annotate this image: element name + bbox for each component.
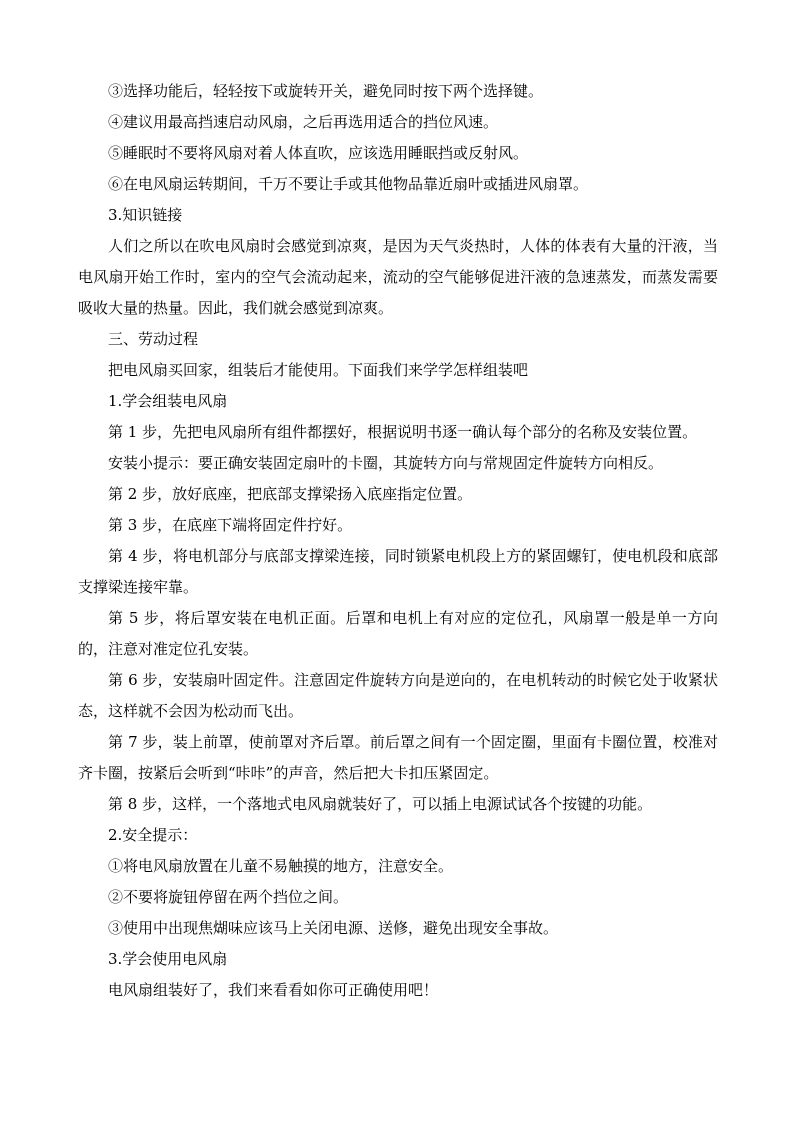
paragraph-usage-intro: 电风扇组装好了，我们来看看如你可正确使用吧！	[108, 981, 439, 999]
section-heading-safety: 2.安全提示：	[108, 826, 198, 844]
paragraph-step-6: ⑥在电风扇运转期间，千万不要让手或其他物品靠近扇叶或插进风扇罩。	[108, 175, 589, 193]
section-heading-assemble: 1.学会组装电风扇	[108, 392, 228, 410]
paragraph-step-5: ⑤睡眠时不要将风扇对着人体直吹，应该选用睡眠挡或反射风。	[108, 144, 529, 162]
paragraph-knowledge-text: 人们之所以在吹电风扇时会感觉到凉爽，是因为天气炎热时，人体的体表有大量的汗液，当电风扇开始工作时，室内的空气会流动起来，流动的空气能够促进汗液的急速蒸发，而蒸发需要吸收大量的热量。因此，我们就会感觉到凉爽。	[78, 237, 718, 317]
section-heading-labor-process: 三、劳动过程	[108, 330, 199, 348]
paragraph-assembly-step-2: 第 2 步，放好底座，把底部支撑梁扬入底座指定位置。	[108, 485, 473, 503]
paragraph-assembly-step-8: 第 8 步，这样，一个落地式电风扇就装好了，可以插上电源试试各个按键的功能。	[108, 795, 653, 813]
section-heading-usage: 3.学会使用电风扇	[108, 950, 228, 968]
paragraph-assembly-step-5: 第 5 步，将后罩安装在电机正面。后罩和电机上有对应的定位孔，风扇罩一般是单一方向的，注意对准定位孔安装。	[78, 609, 718, 658]
section-heading-knowledge-link: 3.知识链接	[108, 206, 183, 224]
paragraph-step-3: ③选择功能后，轻轻按下或旋转开关，避免同时按下两个选择键。	[108, 82, 544, 100]
paragraph-assembly-step-4: 第 4 步，将电机部分与底部支撑梁连接，同时锁紧电机段上方的紧固螺钉，使电机段和底部支撑梁连接牢靠。	[78, 547, 718, 596]
paragraph-assembly-step-7: 第 7 步，装上前罩，使前罩对齐后罩。前后罩之间有一个固定圈，里面有卡圈位置，校准对齐卡圈，按紧后会听到“咔咔”的声音，然后把大卡扣压紧固定。	[78, 733, 718, 782]
document-body	[78, 76, 718, 1006]
paragraph-intro: 把电风扇买回家，组装后才能使用。下面我们来学学怎样组装吧	[108, 361, 529, 379]
paragraph-assembly-step-1: 第 1 步，先把电风扇所有组件都摆好，根据说明书逐一确认每个部分的名称及安装位置。	[108, 423, 698, 441]
paragraph-step-4: ④建议用最高挡速启动风扇，之后再选用适合的挡位风速。	[108, 113, 499, 131]
paragraph-safety-1: ①将电风扇放置在儿童不易触摸的地方，注意安全。	[108, 857, 454, 875]
paragraph-install-tip: 安装小提示：要正确安装固定扇叶的卡圈，其旋转方向与常规固定件旋转方向相反。	[108, 454, 664, 472]
paragraph-assembly-step-6: 第 6 步，安装扇叶固定件。注意固定件旋转方向是逆向的，在电机转动的时候它处于收紧状态，这样就不会因为松动而飞出。	[78, 671, 718, 720]
paragraph-safety-3: ③使用中出现焦煳味应该马上关闭电源、送修，避免出现安全事故。	[108, 919, 559, 937]
paragraph-safety-2: ②不要将旋钮停留在两个挡位之间。	[108, 888, 349, 906]
paragraph-assembly-step-3: 第 3 步，在底座下端将固定件拧好。	[108, 516, 353, 534]
